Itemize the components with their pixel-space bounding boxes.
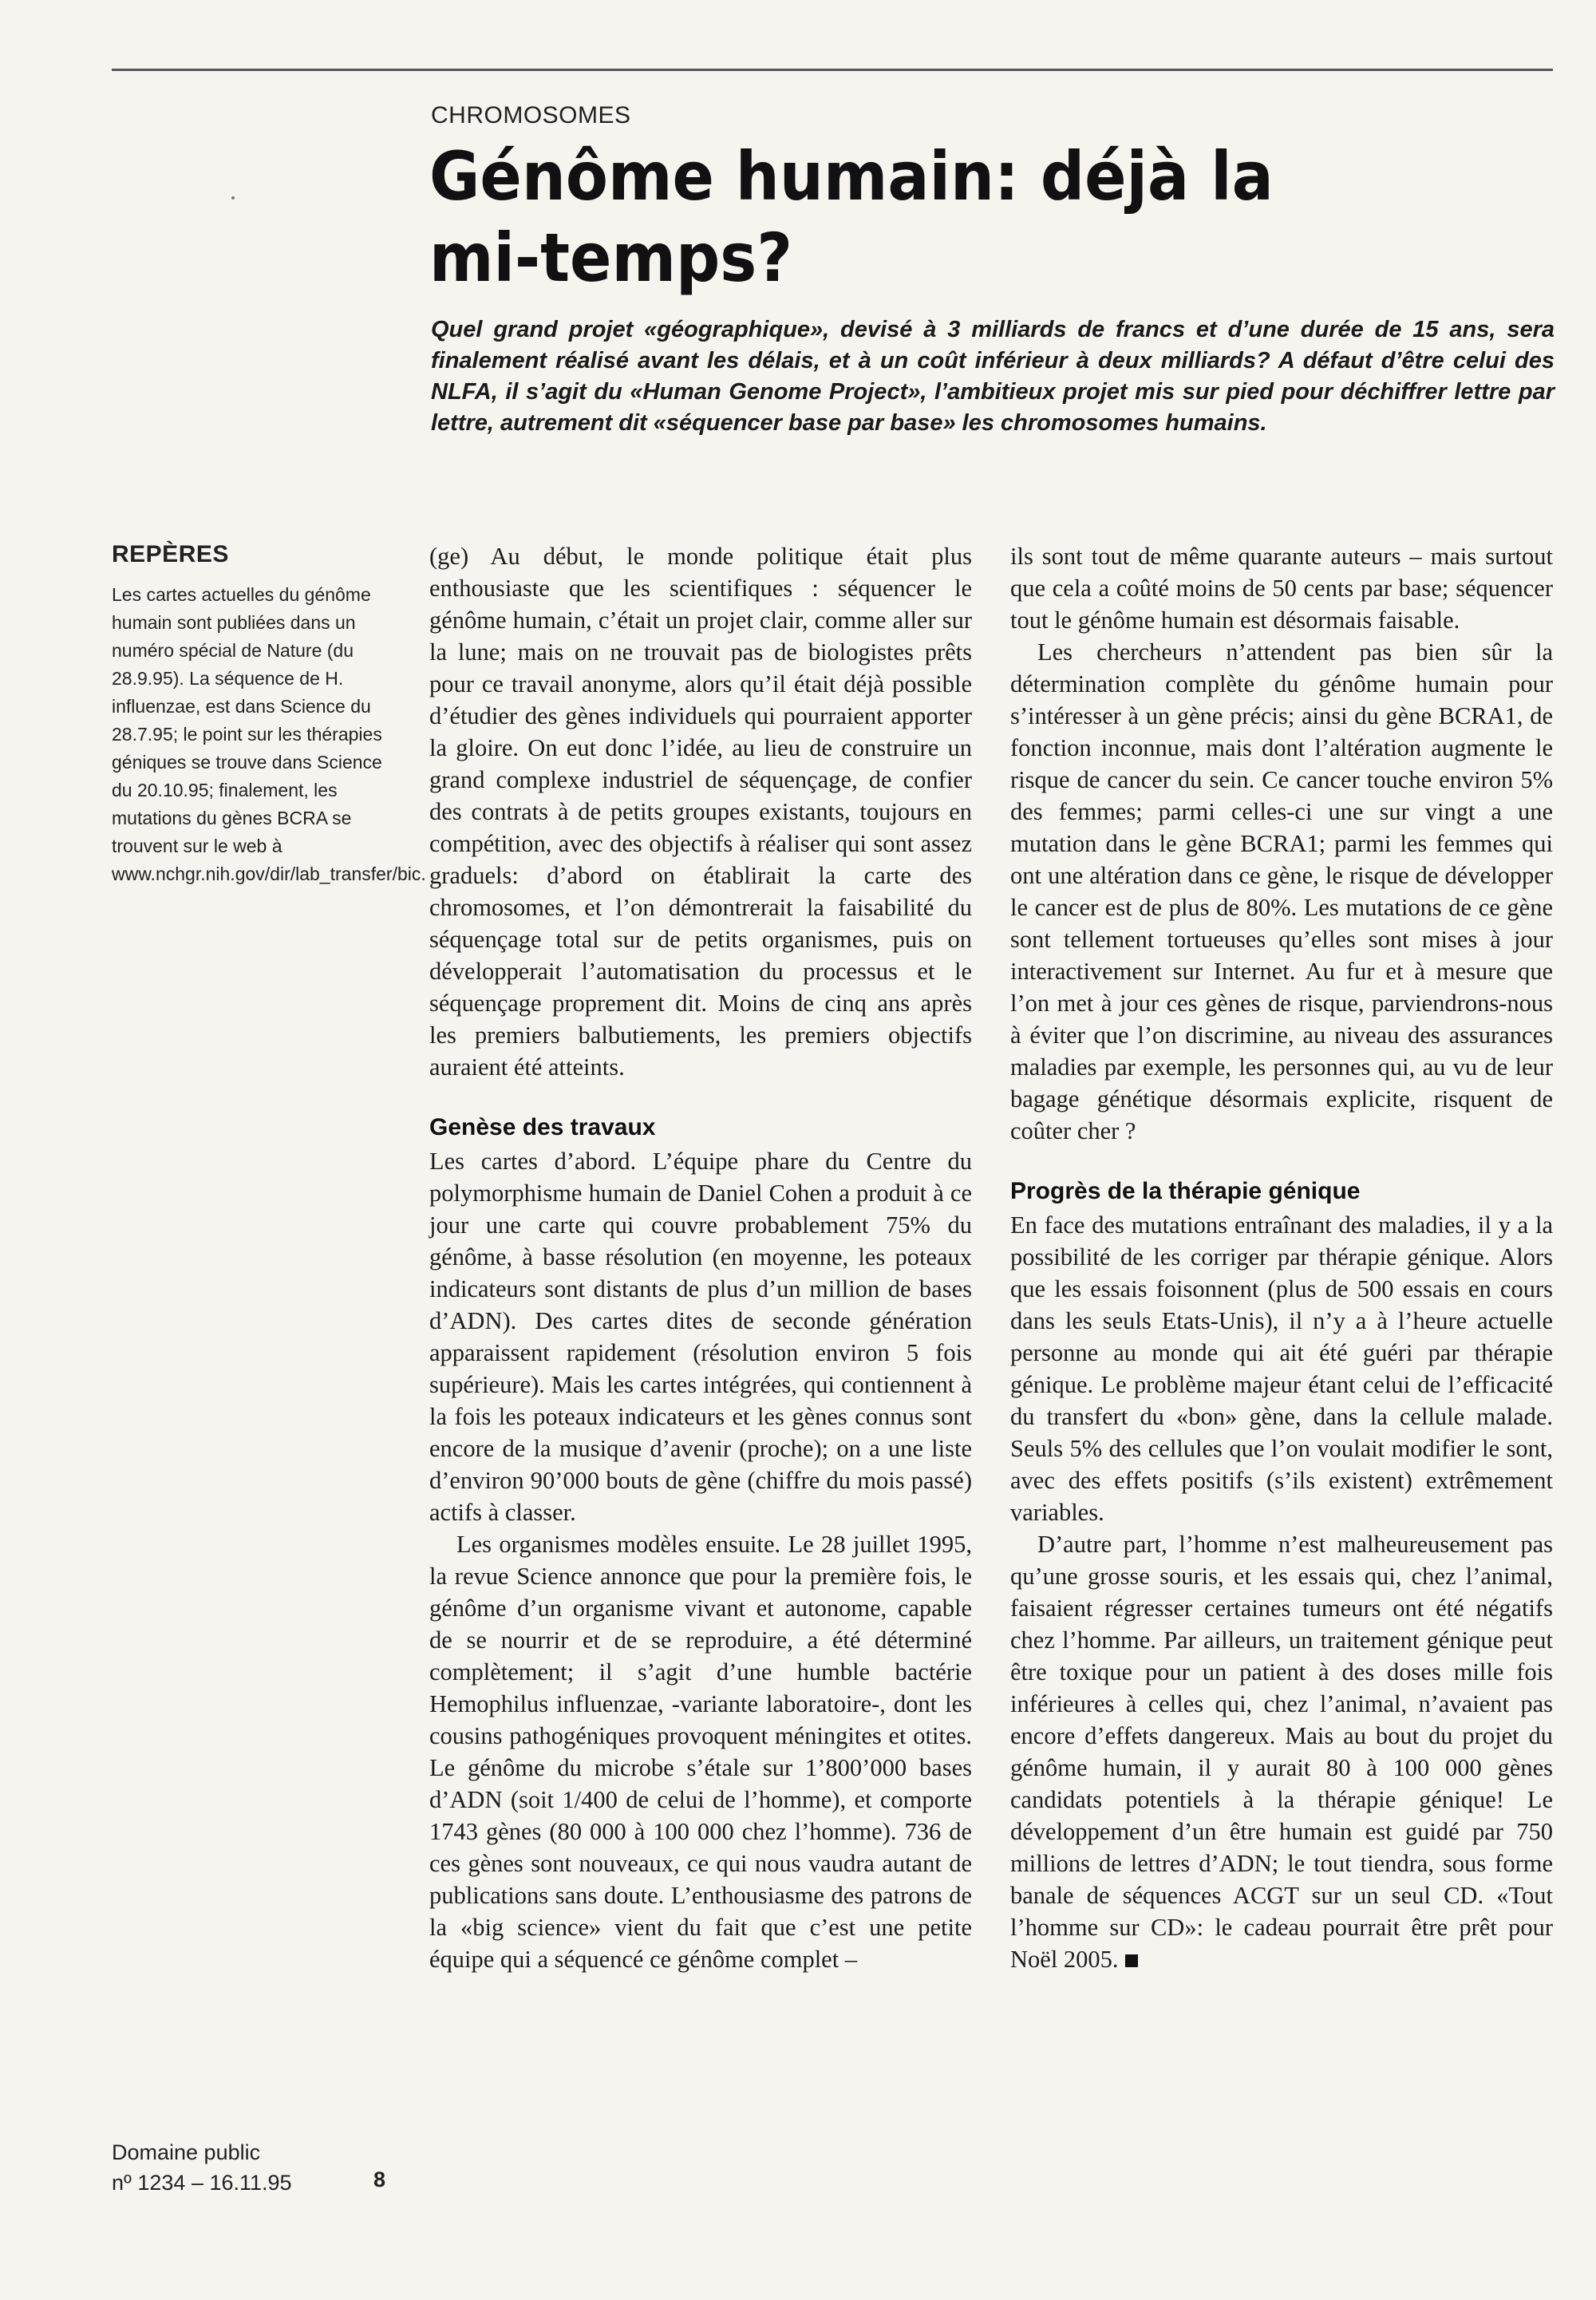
scan-speck	[231, 196, 235, 200]
article-headline: Génôme humain: déjà la mi-temps?	[429, 137, 1274, 297]
article-lede: Quel grand projet «géographique», devisé à 3 milliards de francs et d’une durée de 15 ans, sera finalement réalisé avant les délais, et à un coût inférieur à deux milliards? A défaut d’être celui des NLFA, il s’agit du «Human Genome Project», l’ambitieux projet mis sur pied pour déchiffrer lettre par lettre, autrement dit «séquencer base par base» les chromosomes humains.	[431, 317, 1555, 436]
section-kicker: CHROMOSOMES	[431, 102, 631, 128]
subheading-therapie: Progrès de la thérapie génique	[1010, 1178, 1361, 1204]
sidebar-heading: REPÈRES	[112, 541, 229, 567]
publication-name: Domaine public	[112, 2140, 261, 2164]
paragraph-final	[1010, 1528, 1553, 1975]
paragraph: ils sont tout de même quarante auteurs – mais surtout que cela a coûté moins de 50 cents par base; séquencer tout le génôme humain est désormais faisable.	[1010, 543, 1553, 634]
end-of-article-mark	[1125, 1954, 1138, 1967]
article-column-1	[429, 540, 972, 1975]
sidebar-text: Les cartes actuelles du génôme humain sont publiées dans un numéro spécial de Nature (du 28.9.95). La séquence de H. influenzae, est dans Science du 28.7.95; le point sur les thérapies géniques se trouve dans Science du 20.10.95; finalement, les mutations du gènes BCRA se trouvent sur le web à www.nchgr.nih.gov/dir/lab_transfer/bic.	[112, 584, 426, 884]
reperes-sidebar	[112, 541, 426, 888]
paragraph: Les cartes d’abord. L’équipe phare du Centre du polymorphisme humain de Daniel Cohen a produit à ce jour une carte qui couvre probablement 75% du génôme, à basse résolution (en moyenne, les poteaux indicateurs sont distants de plus d’un million de bases d’ADN). Des cartes dites de seconde génération apparaissent rapidement (résolution environ 5 fois supérieure). Mais les cartes intégrées, qui contiennent à la fois les poteaux indicateurs et les gènes connus sont encore de la musique d’avenir (proche); on a une liste d’environ 90’000 bouts de gène (chiffre du mois passé) actifs à classer.	[429, 1148, 972, 1526]
footer-credit	[112, 2137, 399, 2198]
article-column-2	[1010, 540, 1553, 1975]
paragraph: (ge) Au début, le monde politique était plus enthousiaste que les scientifiques : séquencer le génôme humain, c’était un projet clair, comme aller sur la lune; mais on ne trouvait pas de biologistes prêts pour ce travail anonyme, alors qu’il était déjà possible d’étudier des gènes individuels qui pourraient apporter la gloire. On eut donc l’idée, au lieu de construire un grand complexe industriel de séquençage, de confier des contrats à de petits groupes existants, toujours en compétition, avec des objectifs à réaliser qui sont assez graduels: d’abord on établirait la carte des chromosomes, et l’on démontrerait la faisabilité du séquençage total sur de petits organismes, puis on développerait l’automatisation du processus et le séquençage proprement dit. Moins de cinq ans après les premiers balbutiements, les premiers objectifs auraient été atteints.	[429, 543, 972, 1081]
issue-number: nº 1234 – 16.11.95	[112, 2171, 292, 2195]
subheading-genese: Genèse des travaux	[429, 1114, 656, 1140]
top-rule	[112, 69, 1553, 71]
paragraph: En face des mutations entraînant des maladies, il y a la possibilité de les corriger par thérapie génique. Alors que les essais foisonnent (plus de 500 essais en cours dans les seuls Etats-Unis), il n’y a à l’heure actuelle personne au monde qui ait été guéri par thérapie génique. Le problème majeur étant celui de l’efficacité du transfert du «bon» gène, dans la cellule malade. Seuls 5% des cellules que l’on voulait modifier le sont, avec des effets positifs (s’ils existent) extrêmement variables.	[1010, 1211, 1553, 1526]
paragraph: Les chercheurs n’attendent pas bien sûr la détermination complète du génôme humain pour s’intéresser à un gène précis; ainsi du gène BCRA1, de fonction inconnue, mais dont l’altération augmente le risque de cancer du sein. Ce cancer touche environ 5% des femmes; parmi celles-ci une sur vingt a une mutation dans le gène BCRA1; parmi les femmes qui ont une altération dans ce gène, le risque de développer le cancer est de plus de 80%. Les mutations de ce gène sont tellement tortueuses qu’elles sont mises à jour interactivement sur Internet. Au fur et à mesure que l’on met à jour ces gènes de risque, parviendrons-nous à éviter que l’on discrimine, au niveau des assurances maladies par exemple, les personnes qui, au vu de leur bagage génétique désormais explicite, risquent de coûter cher ?	[1010, 638, 1553, 1144]
paragraph-final-text: D’autre part, l’homme n’est malheureusement pas qu’une grosse souris, et les essais qui, chez l’animal, faisaient régresser certaines tumeurs ont été négatifs chez l’homme. Par ailleurs, un traitement génique peut être toxique pour un patient à des doses mille fois inférieures à celles qui, chez l’animal, n’avaient pas encore d’effets dangereux. Mais au bout du projet du génôme humain, il y aurait 80 à 100 000 gènes candidats potentiels à la thérapie génique! Le développement d’un être humain est guidé par 750 millions de lettres d’ADN; le tout tiendra, sous forme banale de séquences ACGT sur un seul CD. «Tout l’homme sur CD»: le cadeau pourrait être prêt pour Noël 2005.	[1010, 1531, 1553, 1973]
page-number: 8	[373, 2168, 386, 2191]
paragraph: Les organismes modèles ensuite. Le 28 juillet 1995, la revue Science annonce que pour la première fois, le génôme d’un organisme vivant et autonome, capable de se nourrir et de se reproduire, a été déterminé complètement; il s’agit d’une humble bactérie Hemophilus influenzae, -variante laboratoire-, dont les cousins pathogéniques provoquent méningites et otites. Le génôme du microbe s’étale sur 1’800’000 bases d’ADN (soit 1/400 de celui de l’homme), et comporte 1743 gènes (80 000 à 100 000 chez l’homme). 736 de ces gènes sont nouveaux, ce qui nous vaudra autant de publications sans doute. L’enthousiasme des patrons de la «big science» vient du fait que c’est une petite équipe qui a séquencé ce génôme complet –	[429, 1531, 972, 1973]
